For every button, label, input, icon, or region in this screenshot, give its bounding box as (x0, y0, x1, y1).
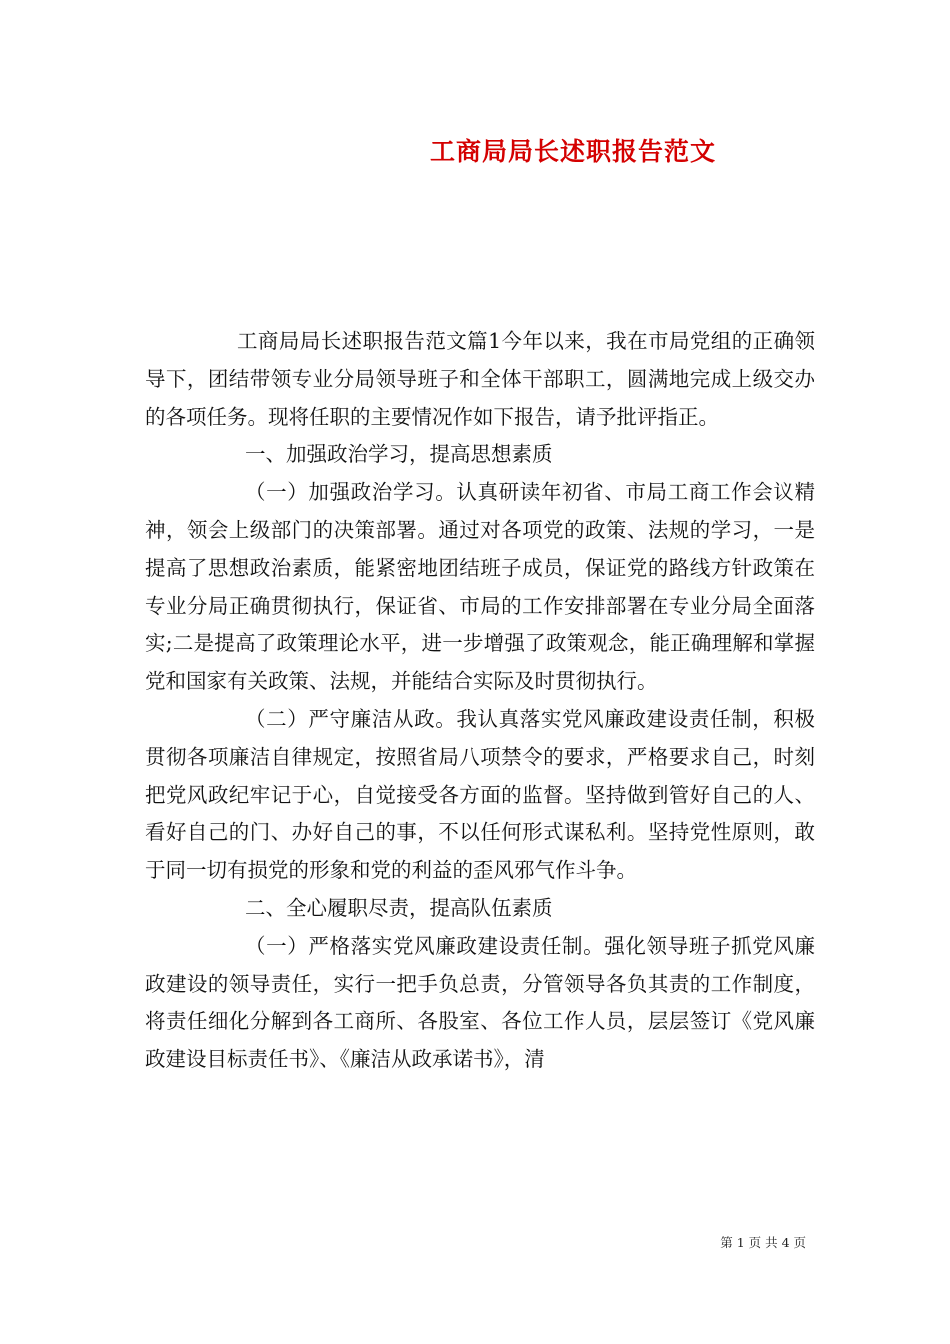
section-heading-2: 二、全心履职尽责，提高队伍素质 (245, 895, 553, 920)
paragraph-2-1: （一）严格落实党风廉政建设责任制。强化领导班子抓党风廉政建设的领导责任，实行一把手负总责，分管领导各负其责的工作制度，将责任细化分解到各工商所、各股室、各位工作人员，层层签订《党风廉政建设目标责任书》、《廉洁从政承诺书》，清 (145, 933, 815, 1072)
page-number: 第 1 页 共 4 页 (720, 1235, 806, 1250)
section-heading-1: 一、加强政治学习，提高思想素质 (245, 442, 553, 467)
document-title: 工商局局长述职报告范文 (429, 137, 716, 166)
paragraph-intro: 工商局局长述职报告范文篇1今年以来，我在市局党组的正确领导下，团结带领专业分局领导班子和全体干部职工，圆满地完成上级交办的各项任务。现将任职的主要情况作如下报告，请予批评指正。 (145, 329, 815, 429)
document-body (145, 323, 815, 1079)
paragraph-1-1: （一）加强政治学习。认真研读年初省、市局工商工作会议精神，领会上级部门的决策部署。通过对各项党的政策、法规的学习，一是提高了思想政治素质，能紧密地团结班子成员，保证党的路线方针政策在专业分局正确贯彻执行，保证省、市局的工作安排部署在专业分局全面落实;二是提高了政策理论水平，进一步增强了政策观念，能正确理解和掌握党和国家有关政策、法规，并能结合实际及时贯彻执行。 (145, 480, 815, 694)
paragraph-1-2: （二）严守廉洁从政。我认真落实党风廉政建设责任制，积极贯彻各项廉洁自律规定，按照省局八项禁令的要求，严格要求自己，时刻把党风政纪牢记于心，自觉接受各方面的监督。坚持做到管好自己的人、看好自己的门、办好自己的事，不以任何形式谋私利。坚持党性原则，敢于同一切有损党的形象和党的利益的歪风邪气作斗争。 (145, 706, 815, 883)
